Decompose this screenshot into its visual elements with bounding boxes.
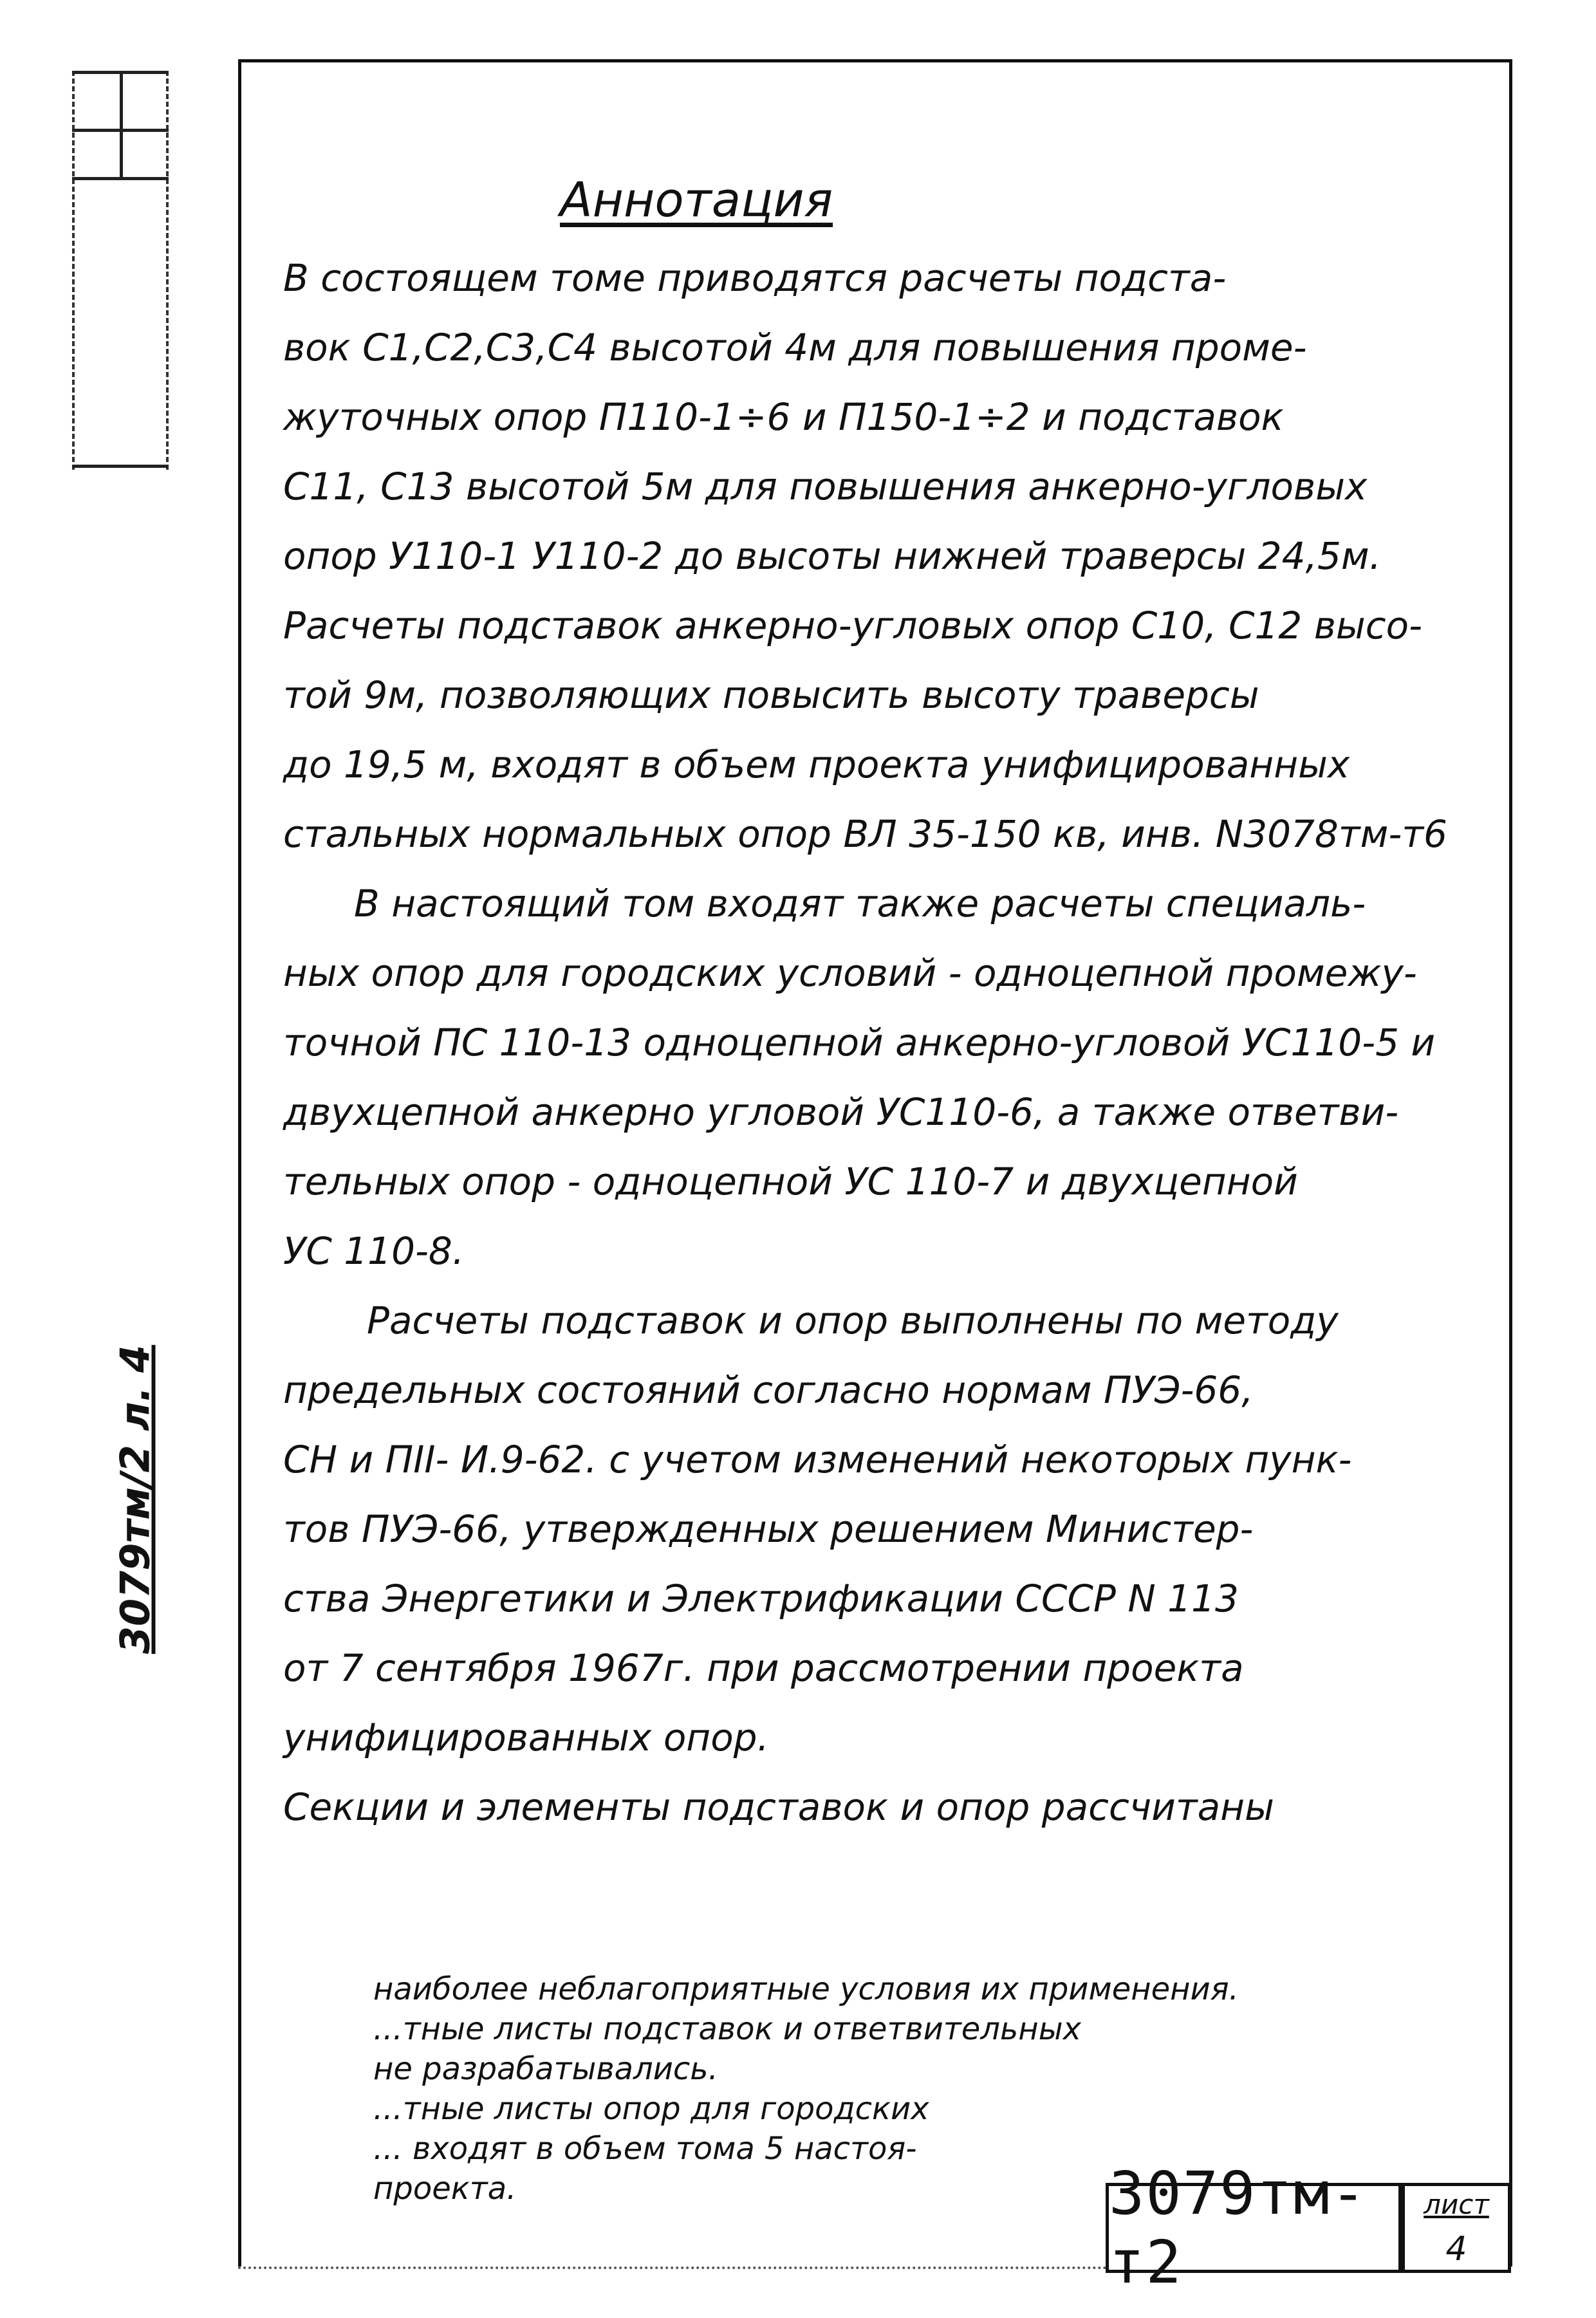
body-line: Расчеты подставок анкерно-угловых опор С10, С12 высо- xyxy=(283,604,1422,647)
body-line: ства Энергетики и Электрификации СССР N 113 xyxy=(283,1577,1239,1620)
body-line: В состоящем томе приводятся расчеты подста- xyxy=(283,256,1227,300)
footnote-line: наиболее неблагоприятные условия их применения. xyxy=(373,1971,1239,2007)
body-line: Расчеты подставок и опор выполнены по методу xyxy=(367,1299,1339,1342)
footnote-line: ...тные листы подставок и ответвительных xyxy=(373,2011,1081,2047)
body-line: до 19,5 м, входят в объем проекта унифицированных xyxy=(283,743,1350,786)
binding-line xyxy=(72,465,169,468)
body-line: тельных опор - одноцепной УС 110-7 и двухцепной xyxy=(283,1160,1298,1203)
sheet-label: лист xyxy=(1424,2189,1489,2220)
body-line: от 7 сентября 1967г. при рассмотрении проекта xyxy=(283,1646,1244,1690)
binding-line xyxy=(72,177,169,180)
annotation-body xyxy=(283,243,1493,1842)
frame-bottom-edge xyxy=(238,2267,1107,2269)
body-line: стальных нормальных опор ВЛ 35-150 кв, инв. N3078тм-т6 xyxy=(283,812,1447,856)
footnote-line: не разрабатывались. xyxy=(373,2051,718,2087)
inventory-stamp xyxy=(90,1344,180,1655)
footnote-line: ... входят в объем тома 5 настоя- xyxy=(373,2131,917,2167)
body-line: ных опор для городских условий - одноцепной промежу- xyxy=(283,951,1417,995)
body-line: С11, С13 высотой 5м для повышения анкерно-угловых xyxy=(283,465,1368,508)
body-line: точной ПС 110-13 одноцепной анкерно-угловой УС110-5 и xyxy=(283,1021,1436,1064)
sheet-number: 4 xyxy=(1445,2230,1467,2268)
body-line: В настоящий том входят также расчеты специаль- xyxy=(354,882,1366,925)
body-line: унифицированных опор. xyxy=(283,1716,769,1759)
body-line: той 9м, позволяющих повысить высоту траверсы xyxy=(283,673,1259,717)
document-code: 3079тм-т2 xyxy=(1109,2159,1368,2297)
inventory-stamp-text: 3079тм/2 л. 4 xyxy=(111,1344,159,1655)
body-line: жуточных опор П110-1÷6 и П150-1÷2 и подставок xyxy=(283,395,1284,439)
document-code-box xyxy=(1106,2159,1402,2297)
binding-line xyxy=(120,71,123,180)
page-title: Аннотация xyxy=(560,172,833,228)
body-line: предельных состояний согласно нормам ПУЭ-66, xyxy=(283,1368,1254,1412)
body-line: тов ПУЭ-66, утвержденных решением Министер- xyxy=(283,1507,1254,1551)
footnote-line: проекта. xyxy=(373,2171,517,2207)
sheet-number-box xyxy=(1402,2183,1511,2273)
footnote-line: ...тные листы опор для городских xyxy=(373,2091,929,2127)
footnote-block xyxy=(373,1969,1239,2209)
body-line: Секции и элементы подставок и опор рассчитаны xyxy=(283,1785,1274,1829)
body-line: вок С1,С2,С3,С4 высотой 4м для повышения проме- xyxy=(283,326,1307,369)
body-line: опор У110-1 У110-2 до высоты нижней траверсы 24,5м. xyxy=(283,534,1382,578)
body-line: УС 110-8. xyxy=(283,1229,465,1273)
binding-line xyxy=(72,129,169,132)
binding-strip xyxy=(72,71,169,470)
body-line: двухцепной анкерно угловой УС110-6, а также ответви- xyxy=(283,1090,1399,1134)
body-line: СН и ПII- И.9-62. с учетом изменений некоторых пунк- xyxy=(283,1438,1352,1481)
